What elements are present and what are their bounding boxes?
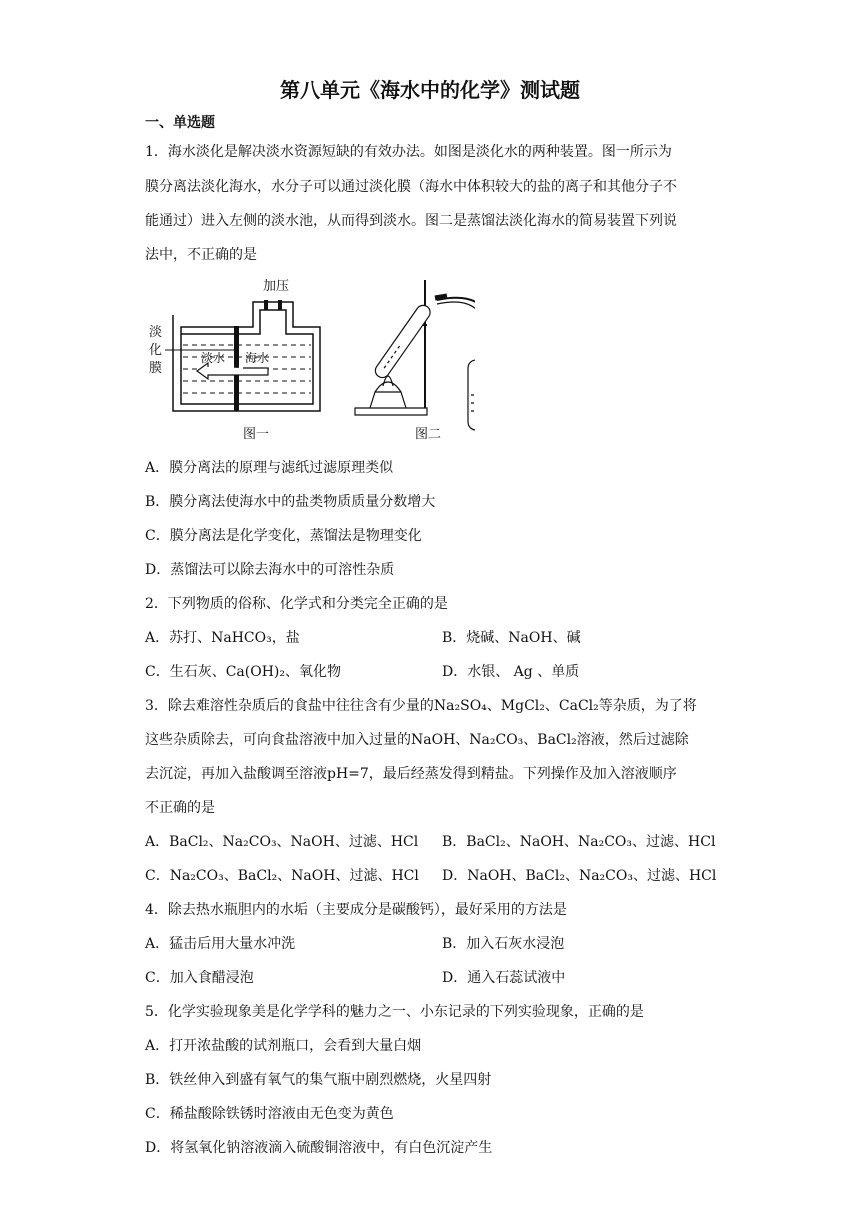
q1-option-b: B．膜分离法使海水中的盐类物质质量分数增大 [145, 494, 436, 510]
q4-option-a: A．猛击后用大量水冲洗 [145, 936, 296, 952]
q4-option-d: D．通入石蕊试液中 [442, 970, 566, 986]
q2-option-b: B．烧碱、NaOH、碱 [442, 630, 581, 646]
q1-option-d: D．蒸馏法可以除去海水中的可溶性杂质 [145, 562, 395, 578]
q2-stem: 2．下列物质的俗称、化学式和分类完全正确的是 [145, 596, 448, 612]
fig1-caption: 图一 [243, 427, 270, 442]
q3-stem-line-2: 这些杂质除去，可向食盐溶液中加入过量的NaOH、Na₂CO₃、BaCl₂溶液，然后过滤除 [145, 732, 689, 748]
q3-option-d: D．NaOH、BaCl₂、Na₂CO₃、过滤、HCl [442, 868, 717, 884]
q3-option-a: A．BaCl₂、Na₂CO₃、NaOH、过滤、HCl [145, 834, 419, 850]
membrane-label-1: 淡 [149, 325, 163, 340]
membrane-label-2: 化 [149, 343, 163, 358]
q5-option-b: B．铁丝伸入到盛有氧气的集气瓶中剧烈燃烧，火星四射 [145, 1072, 492, 1088]
distillation-apparatus [355, 280, 475, 430]
q5-option-a: A．打开浓盐酸的试剂瓶口，会看到大量白烟 [145, 1038, 422, 1054]
q1-option-c: C．膜分离法是化学变化，蒸馏法是物理变化 [145, 528, 422, 544]
q3-option-c: C．Na₂CO₃、BaCl₂、NaOH、过滤、HCl [145, 868, 419, 884]
q4-stem: 4．除去热水瓶胆内的水垢（主要成分是碳酸钙），最好采用的方法是 [145, 902, 567, 918]
q1-figure [145, 270, 475, 450]
q1-stem-line-4: 法中，不正确的是 [145, 247, 257, 263]
q5-stem: 5．化学实验现象美是化学学科的魅力之一、小东记录的下列实验现象，正确的是 [145, 1004, 644, 1020]
q3-stem-line-1: 3．除去难溶性杂质后的食盐中往往含有少量的Na₂SO₄、MgCl₂、CaCl₂等杂质，为了将 [145, 698, 697, 714]
fig2-caption: 图二 [415, 427, 442, 442]
page-title: 第八单元《海水中的化学》测试题 [280, 78, 580, 102]
sea-water-label: 海水 [245, 351, 270, 365]
membrane-label-3: 膜 [149, 361, 163, 376]
q2-option-c: C．生石灰、Ca(OH)₂、氧化物 [145, 664, 341, 680]
q5-option-c: C．稀盐酸除铁锈时溶液由无色变为黄色 [145, 1106, 394, 1122]
q2-option-d: D．水银、 Ag 、单质 [442, 664, 580, 680]
q4-option-c: C．加入食醋浸泡 [145, 970, 254, 986]
q2-option-a: A．苏打、NaHCO₃，盐 [145, 630, 300, 646]
section-heading: 一、单选题 [145, 115, 215, 131]
q4-option-b: B．加入石灰水浸泡 [442, 936, 565, 952]
q3-stem-line-3: 去沉淀，再加入盐酸调至溶液pH=7，最后经蒸发得到精盐。下列操作及加入溶液顺序 [145, 766, 677, 782]
q1-stem-line-2: 膜分离法淡化海水，水分子可以通过淡化膜（海水中体积较大的盐的离子和其他分子不 [145, 179, 677, 195]
desalination-diagram [145, 270, 475, 450]
pressure-label: 加压 [263, 279, 290, 294]
q1-stem-line-3: 能通过）进入左侧的淡水池，从而得到淡水。图二是蒸馏法淡化海水的简易装置下列说 [145, 213, 677, 229]
q3-stem-line-4: 不正确的是 [145, 800, 215, 816]
membrane-apparatus [165, 300, 320, 411]
q1-option-a: A．膜分离法的原理与滤纸过滤原理类似 [145, 460, 394, 476]
q5-option-d: D．将氢氧化钠溶液滴入硫酸铜溶液中，有白色沉淀产生 [145, 1140, 493, 1156]
q1-stem-line-1: 1．海水淡化是解决淡水资源短缺的有效办法。如图是淡化水的两种装置。图一所示为 [145, 144, 672, 160]
q3-option-b: B．BaCl₂、NaOH、Na₂CO₃、过滤、HCl [442, 834, 716, 850]
fresh-water-label: 淡水 [201, 351, 226, 365]
